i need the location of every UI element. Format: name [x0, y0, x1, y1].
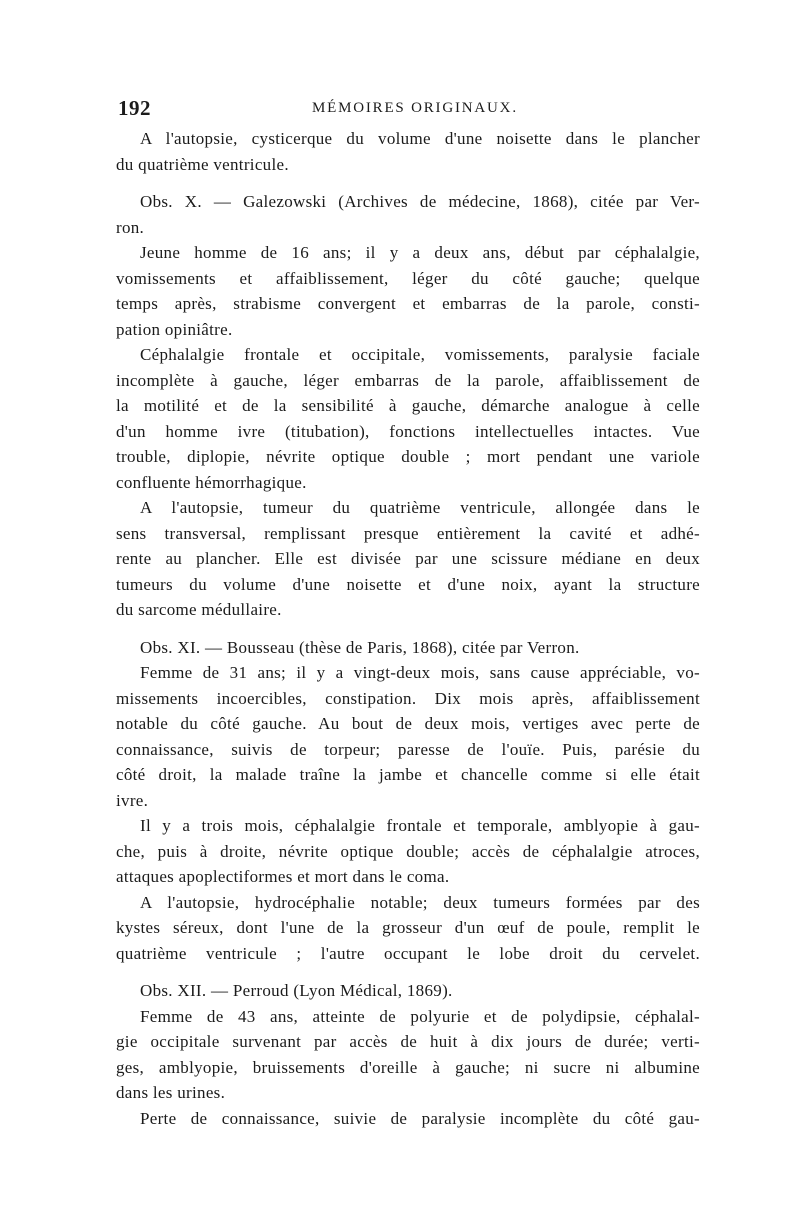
paragraph-gap	[116, 623, 700, 635]
text-line: ivre.	[116, 790, 149, 810]
text-line: Perte de connaissance, suivie de paralysie incomplète du côté gau-	[140, 1108, 700, 1128]
text-line: gie occipitale survenant par accès de huit à dix jours de durée; verti-	[116, 1032, 700, 1051]
text-line: pation opiniâtre.	[116, 319, 233, 339]
text-line: sens transversal, remplissant presque entièrement la cavité et adhé-	[116, 523, 700, 543]
text-line: Il y a trois mois, céphalalgie frontale et temporale, amblyopie à gau-	[140, 816, 700, 835]
text-line: ron.	[116, 217, 145, 237]
text-line: rente au plancher. Elle est divisée par une scissure médiane en deux	[116, 549, 700, 568]
text-line: missements incoercibles, constipation. Dix mois après, affaiblissement	[116, 688, 700, 708]
text-line: Femme de 31 ans; il y a vingt-deux mois, sans cause appréciable, vo-	[140, 663, 700, 682]
text-line: che, puis à droite, névrite optique double; accès de céphalalgie atroces,	[116, 841, 700, 861]
text-line: notable du côté gauche. Au bout de deux mois, vertiges avec perte de	[116, 714, 700, 733]
text-line: temps après, strabisme convergent et embarras de la parole, consti-	[116, 294, 700, 313]
running-head: MÉMOIRES ORIGINAUX.	[312, 100, 518, 116]
text-line: dans les urines.	[116, 1083, 226, 1102]
text-line: Obs. XI. — Bousseau (thèse de Paris, 1868), citée par Verron.	[140, 637, 580, 657]
text-line: A l'autopsie, tumeur du quatrième ventricule, allongée dans le	[140, 498, 700, 517]
page-header	[118, 96, 700, 122]
paragraph-gap	[116, 966, 700, 978]
text-line: confluente hémorrhagique.	[116, 472, 307, 492]
text-line: connaissance, suivis de torpeur; paresse de l'ouïe. Puis, parésie du	[116, 739, 700, 759]
text-line: incomplète à gauche, léger embarras de la parole, affaiblissement de	[116, 370, 700, 390]
body-text	[116, 126, 700, 1131]
text-line: Femme de 43 ans, atteinte de polyurie et de polydipsie, céphalal-	[140, 1006, 700, 1026]
text-line: A l'autopsie, hydrocéphalie notable; deux tumeurs formées par des	[140, 892, 700, 912]
text-line: trouble, diplopie, névrite optique double ; mort pendant une variole	[116, 447, 700, 466]
text-line: la motilité et de la sensibilité à gauche, démarche analogue à celle	[116, 396, 700, 415]
text-line: A l'autopsie, cysticerque du volume d'une noisette dans le plancher	[140, 129, 700, 148]
text-line: vomissements et affaiblissement, léger du côté gauche; quelque	[116, 268, 700, 288]
text-line: d'un homme ivre (titubation), fonctions intellectuelles intactes. Vue	[116, 421, 700, 441]
text-line: quatrième ventricule ; l'autre occupant le lobe droit du cervelet.	[116, 943, 700, 963]
text-line: Obs. X. — Galezowski (Archives de médecine, 1868), citée par Ver-	[140, 192, 700, 211]
text-line: Obs. XII. — Perroud (Lyon Médical, 1869).	[140, 981, 453, 1000]
text-line: ges, amblyopie, bruissements d'oreille à gauche; ni sucre ni albumine	[116, 1057, 700, 1077]
text-line: du quatrième ventricule.	[116, 154, 289, 174]
text-line: tumeurs du volume d'une noisette et d'une noix, ayant la structure	[116, 574, 700, 594]
text-line: kystes séreux, dont l'une de la grosseur d'un œuf de poule, remplit le	[116, 918, 700, 937]
paragraph-gap	[116, 177, 700, 189]
text-line: Céphalalgie frontale et occipitale, vomissements, paralysie faciale	[140, 345, 700, 364]
text-line: du sarcome médullaire.	[116, 600, 282, 619]
text-line: attaques apoplectiformes et mort dans le coma.	[116, 867, 450, 886]
text-line: Jeune homme de 16 ans; il y a deux ans, début par céphalalgie,	[140, 243, 700, 262]
page-number: 192	[118, 96, 151, 120]
text-line: côté droit, la malade traîne la jambe et chancelle comme si elle était	[116, 765, 700, 784]
